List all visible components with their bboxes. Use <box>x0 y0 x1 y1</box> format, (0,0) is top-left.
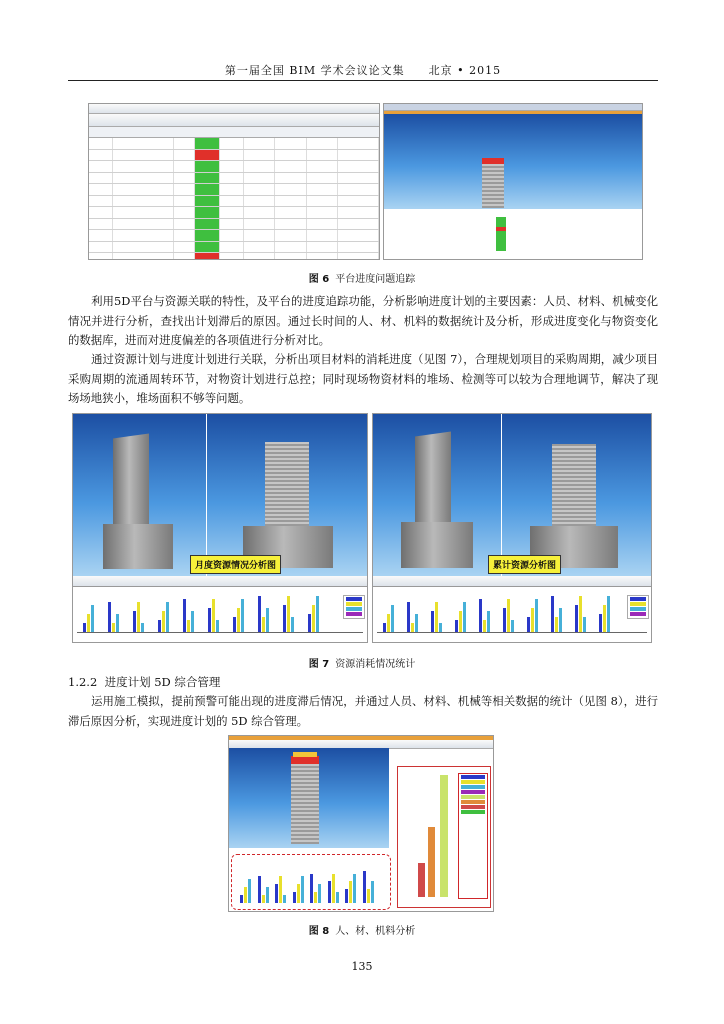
screenshot-bar <box>191 611 194 632</box>
screenshot-bar <box>411 623 414 633</box>
fig6-model-viewport <box>384 114 642 209</box>
monthly-resource-label: 月度资源情况分析图 <box>190 555 281 574</box>
screenshot-bar <box>459 611 462 632</box>
screenshot-bar <box>187 620 190 632</box>
figure-6-model-screenshot <box>383 103 643 260</box>
screenshot-bar <box>258 876 261 903</box>
running-header: 第一届全国 BIM 学术会议论文集 北京 • 2015 <box>224 64 502 77</box>
screenshot-bar <box>531 608 534 632</box>
screenshot-bar <box>463 602 466 632</box>
fig7-left-bar-chart <box>73 586 367 643</box>
figure-7-cumulative-screenshot <box>372 413 652 643</box>
screenshot-bar <box>487 611 490 632</box>
screenshot-bar <box>387 614 390 632</box>
screenshot-bar <box>87 614 90 632</box>
screenshot-bar <box>112 623 115 633</box>
fig7-right-legend <box>627 595 649 619</box>
screenshot-bar <box>391 605 394 632</box>
screenshot-bar <box>555 617 558 632</box>
screenshot-bar <box>297 884 300 903</box>
fig6-table-row <box>89 196 379 208</box>
screenshot-bar <box>336 892 339 903</box>
fig7-right-viewport-a <box>373 414 501 576</box>
fig6-table-body <box>89 138 379 260</box>
screenshot-bar <box>511 620 514 632</box>
screenshot-bar <box>266 608 269 632</box>
fig6-table-row <box>89 219 379 231</box>
screenshot-bar <box>137 602 140 632</box>
screenshot-bar <box>312 605 315 632</box>
figure-8-number: 图 8 <box>308 926 330 937</box>
fig6-table-row <box>89 138 379 150</box>
fig6-table-header <box>89 127 379 138</box>
screenshot-bar <box>332 874 335 903</box>
fig6-toolbar <box>89 114 379 127</box>
screenshot-bar <box>503 608 506 632</box>
fig8-building-model <box>291 760 319 844</box>
screenshot-bar <box>439 623 442 633</box>
screenshot-bar <box>283 895 286 904</box>
screenshot-bar <box>293 892 296 903</box>
screenshot-bar <box>237 608 240 632</box>
fig6-titlebar <box>89 104 379 114</box>
screenshot-bar <box>241 599 244 632</box>
figure-7-monthly-screenshot <box>72 413 368 643</box>
screenshot-bar <box>262 895 265 904</box>
screenshot-bar <box>244 887 247 903</box>
screenshot-bar <box>599 614 602 632</box>
fig8-highlighted-chart <box>231 854 391 910</box>
screenshot-bar <box>551 596 554 632</box>
screenshot-bar <box>353 874 356 903</box>
fig6-table-row <box>89 173 379 185</box>
fig6-table-row <box>89 184 379 196</box>
section-title: 进度计划 5D 综合管理 <box>104 675 221 689</box>
figure-7-title: 资源消耗情况统计 <box>335 659 416 670</box>
screenshot-bar <box>407 602 410 632</box>
screenshot-bar <box>345 889 348 903</box>
section-number: 1.2.2 <box>68 675 98 689</box>
screenshot-bar <box>479 599 482 632</box>
figure-6-table-screenshot <box>88 103 380 260</box>
screenshot-bar <box>603 605 606 632</box>
fig6-table-row <box>89 253 379 260</box>
screenshot-bar <box>607 596 610 632</box>
fig7-right-bar-chart <box>373 586 651 643</box>
fig7-left-viewport-a <box>73 414 206 576</box>
paragraph-2: 通过资源计划与进度计划进行关联，分析出项目材料的消耗进度（见图 7），合理规划项目的采购周期，减少项目采购周期的流通周转环节，对物资计划进行总控；同时现场物资材料的堆场、检测等可以较为合理地调节，解决了现场场地狭小，堆场面积不够等问题。 <box>68 352 658 405</box>
screenshot-bar <box>455 620 458 632</box>
screenshot-bar <box>308 614 311 632</box>
screenshot-bar <box>216 620 219 632</box>
screenshot-bar <box>383 623 386 633</box>
screenshot-bar <box>415 614 418 632</box>
figure-6-number: 图 6 <box>308 274 330 285</box>
screenshot-bar <box>363 871 366 903</box>
screenshot-bar <box>349 881 352 903</box>
paragraph-3: 运用施工模拟，提前预警可能出现的进度滞后情况，并通过人员、材料、机械等相关数据的统计（见图 8），进行滞后原因分析，实现进度计划的 5D 综合管理。 <box>68 694 658 728</box>
fig6-table-row <box>89 150 379 162</box>
screenshot-bar <box>535 599 538 632</box>
fig8-legend <box>458 773 488 899</box>
cumulative-resource-label: 累计资源分析图 <box>488 555 561 574</box>
section-heading <box>68 674 220 690</box>
screenshot-bar <box>583 617 586 632</box>
screenshot-bar <box>283 605 286 632</box>
fig7-left-viewport-b <box>207 414 367 576</box>
screenshot-bar <box>314 892 317 903</box>
screenshot-bar <box>431 611 434 632</box>
screenshot-bar <box>435 602 438 632</box>
fig6-table-row <box>89 161 379 173</box>
figure-8-caption <box>0 922 724 937</box>
screenshot-bar <box>162 611 165 632</box>
figure-8-title: 人、材、机料分析 <box>335 926 416 937</box>
screenshot-bar <box>91 605 94 632</box>
screenshot-bar <box>233 617 236 632</box>
building-model <box>482 162 504 208</box>
page-number: 135 <box>351 960 373 973</box>
screenshot-bar <box>83 623 86 633</box>
paragraph-1: 利用5D平台与资源关联的特性，及平台的进度追踪功能，分析影响进度计划的主要因素：人员、材料、机械变化情况并进行分析，查找出计划滞后的原因。通过长时间的人、材、机料的数据统计及分析，形成进度变化与物资变化的数据库，进而对进度偏差的各项值进行分析对比。 <box>68 294 658 347</box>
fig7-right-viewport-b <box>502 414 651 576</box>
screenshot-bar <box>316 596 319 632</box>
screenshot-bar <box>108 602 111 632</box>
fig6-table-row <box>89 207 379 219</box>
screenshot-bar <box>266 887 269 903</box>
header-rule <box>68 80 658 81</box>
screenshot-bar <box>258 596 261 632</box>
screenshot-bar <box>240 895 243 904</box>
screenshot-bar <box>133 611 136 632</box>
screenshot-bar <box>559 608 562 632</box>
figure-6-caption <box>0 270 724 285</box>
screenshot-bar <box>301 876 304 903</box>
screenshot-bar <box>527 617 530 632</box>
screenshot-bar <box>371 881 374 903</box>
fig6-bottom-table <box>384 209 642 259</box>
screenshot-bar <box>291 617 294 632</box>
screenshot-bar <box>279 876 282 903</box>
screenshot-bar <box>287 596 290 632</box>
fig7-left-legend <box>343 595 365 619</box>
fig8-enlarged-chart <box>397 766 491 908</box>
screenshot-bar <box>483 620 486 632</box>
screenshot-bar <box>248 879 251 903</box>
fig6-table-row <box>89 230 379 242</box>
figure-8-screenshot <box>228 735 494 912</box>
screenshot-bar <box>141 623 144 633</box>
building-delay-highlight <box>482 158 504 164</box>
screenshot-bar <box>367 889 370 903</box>
screenshot-bar <box>318 884 321 903</box>
screenshot-bar <box>575 605 578 632</box>
screenshot-bar <box>158 620 161 632</box>
fig6-table-row <box>89 242 379 254</box>
screenshot-bar <box>183 599 186 632</box>
figure-7-caption <box>0 655 724 670</box>
screenshot-bar <box>116 614 119 632</box>
figure-6-title: 平台进度问题追踪 <box>335 274 416 285</box>
screenshot-bar <box>507 599 510 632</box>
screenshot-bar <box>275 884 278 903</box>
fig8-model-viewport <box>229 748 389 848</box>
screenshot-bar <box>208 608 211 632</box>
screenshot-bar <box>579 596 582 632</box>
screenshot-bar <box>328 881 331 903</box>
figure-7-number: 图 7 <box>308 659 330 670</box>
screenshot-bar <box>310 874 313 903</box>
screenshot-bar <box>262 617 265 632</box>
screenshot-bar <box>166 602 169 632</box>
screenshot-bar <box>212 599 215 632</box>
